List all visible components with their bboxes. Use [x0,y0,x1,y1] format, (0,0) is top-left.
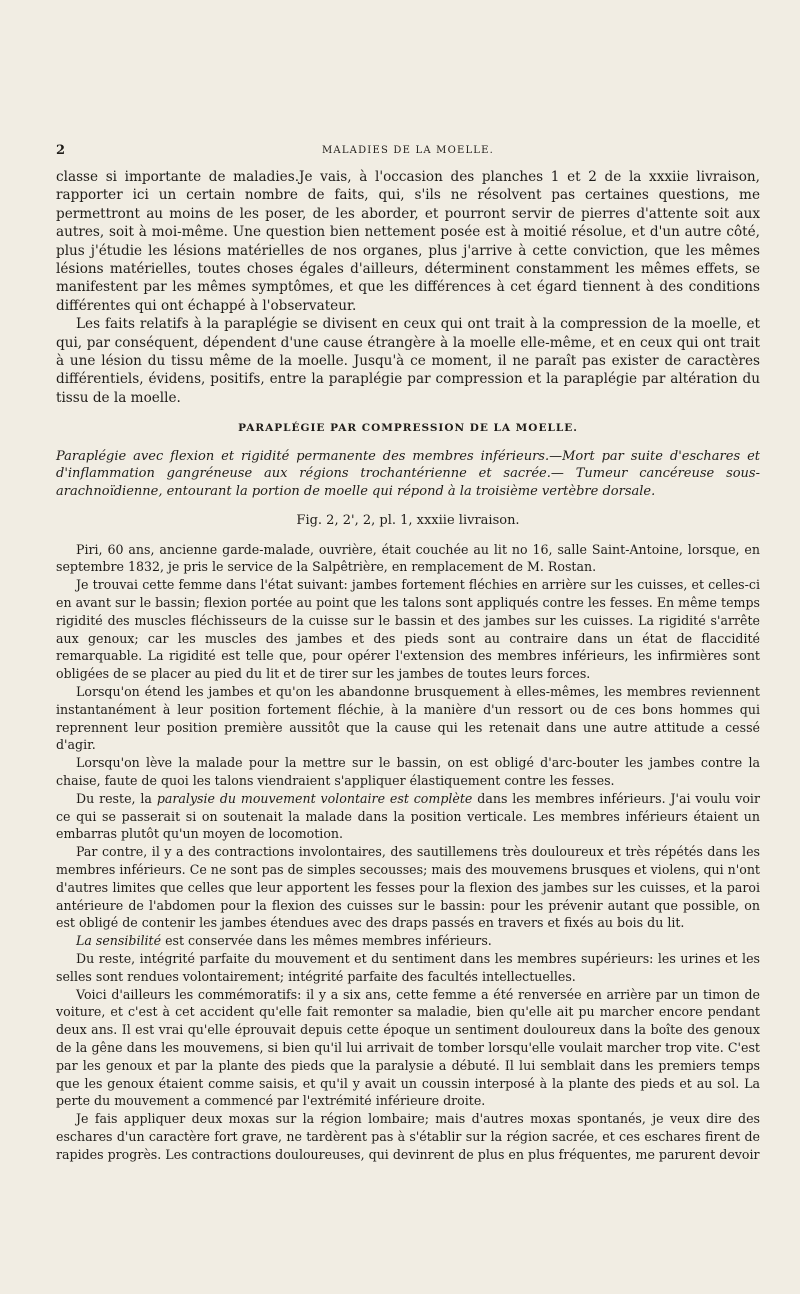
case-paragraph-5-end: dans les membres inférieurs. J'ai voulu voir ce qui se passerait si on soutenait la malade dans la position verticale. Les membres inférieurs étaient un embarras plutôt qu'un moyen de locomotion. [56,790,760,842]
section-heading: PARAPLÉGIE PAR COMPRESSION DE LA MOELLE. [238,422,578,435]
page-number: 2 [56,143,66,158]
case-paragraph-7-end: est conservée dans les mêmes membres inférieurs. [161,933,492,949]
case-paragraph-5 [56,790,760,843]
case-paragraph-5-start: Du reste, la [76,790,157,806]
case-paragraph-4: Lorsqu'on lève la malade pour la mettre sur le bassin, on est obligé d'arc-bouter les jambes contre la chaise, faute de quoi les talons viendraient s'appliquer élastiquement contre les fesses. [56,755,760,788]
case-paragraph-9: Voici d'ailleurs les commémoratifs: il y a six ans, cette femme a été renversée en arrière par un timon de voiture, et c'est à cet accident qu'elle fait remonter sa maladie, bien qu'elle ait pu marcher encore pendant deux ans. Il est vrai qu'elle éprouvait depuis cette époque un sentiment douloureux dans la boîte des genoux de la gêne dans les mouvemens, si bien qu'il lui arrivait de tomber lorsqu'elle voulait marcher trop vite. C'est par les genoux et par la plante des pieds que la paralysie a débuté. Il lui semblait dans les premiers temps que les genoux étaient comme saisis, et qu'il y avait un coussin interposé à la plante des pieds et au sol. La perte du mouvement a commencé par l'extrémité inférieure droite. [56,986,760,1109]
figure-reference: Fig. 2, 2', 2, pl. 1, xxxiie livraison. [296,513,520,529]
page-body [56,168,760,1163]
case-paragraph-6: Par contre, il y a des contractions involontaires, des sautillemens très douloureux et très répétés dans les membres inférieurs. Ce ne sont pas de simples secousses; mais des mouvemens brusques et violens, qui n'ont d'autres limites que celles que leur apportent les fesses pour la flexion des jambes sur les cuisses, et la paroi antérieure de l'abdomen pour la flexion des cuisses sur le bassin: pour les prévenir autant que possible, on est obligé de contenir les jambes étendues avec des draps passés en travers et fixés au bois du lit. [56,844,760,931]
case-paragraph-8: Du reste, intégrité parfaite du mouvement et du sentiment dans les membres supérieurs: les urines et les selles sont rendues volontairement; intégrité parfaite des facultés intellectuelles. [56,950,760,984]
case-report [56,541,760,1164]
case-paragraph-2: Je trouvai cette femme dans l'état suivant: jambes fortement fléchies en arrière sur les cuisses, et celles-ci en avant sur le bassin; flexion portée au point que les talons sont appliqués contre les fesses. En même temps rigidité des muscles fléchisseurs de la cuisse sur le bassin et des jambes sur les cuisses. La rigidité s'arrête aux genoux; car les muscles des jambes et des pieds sont au contraire dans un état de flaccidité remarquable. La rigidité est telle que, pour opérer l'extension des membres inférieurs, les infirmières sont obligées de se placer au pied du lit et de tirer sur les jambes de toutes leurs forces. [56,577,760,682]
case-paragraph-10: Je fais appliquer deux moxas sur la région lombaire; mais d'autres moxas spontanés, je veux dire des eschares d'un caractère fort grave, ne tardèrent pas à s'établir sur la région sacrée, et ces eschares firent de rapides progrès. Les contractions douloureuses, qui devinrent de plus en plus fréquentes, me parurent devoir [56,1111,760,1162]
sensibility-emphasis: La sensibilité [76,933,162,949]
page-header [56,143,760,161]
intro-paragraph-2: Les faits relatifs à la paraplégie se divisent en ceux qui ont trait à la compression de la moelle, et qui, par conséquent, dépendent d'une cause étrangère à la moelle elle-même, et en ceux qui ont trait à une lésion du tissu même de la moelle. Jusqu'à ce moment, il ne paraît pas exister de caractères différentiels, évidens, positifs, entre la paraplégie par compression et la paraplégie par altération du tissu de la moelle. [56,316,760,406]
intro-paragraph-1: classe si importante de maladies.Je vais, à l'occasion des planches 1 et 2 de la xxxiie livraison, rapporter ici un certain nombre de faits, qui, s'ils ne résolvent pas certaines questions, me permettront au moins de les poser, de les aborder, et pourront servir de pierres d'attente soit aux autres, soit à moi-même. Une question bien nettement posée est à moitié résolue, et d'un autre côté, plus j'étudie les lésions matérielles de nos organes, plus j'arrive à cette conviction, que les mêmes lésions matérielles, toutes choses égales d'ailleurs, déterminent constamment les mêmes effets, se manifestent par les mêmes symptômes, et que les différences à cet égard tiennent à des conditions différentes qui ont échappé à l'observateur. [56,169,760,314]
case-paragraph-3: Lorsqu'on étend les jambes et qu'on les abandonne brusquement à elles-mêmes, les membres reviennent instantanément à leur position fortement fléchie, à la manière d'un ressort ou de ces bons hommes qui reprennent leur position première aussitôt que la cause qui les retenait dans une autre attitude a cessé d'agir. [56,683,760,753]
case-title: Paraplégie avec flexion et rigidité permanente des membres inférieurs.—Mort par suite d'eschares et d'inflammation gangréneuse aux régions trochantérienne et sacrée.— Tumeur cancéreuse sous-arachnoïdienne, entourant la portion de moelle qui répond à la troisième vertèbre dorsale. [56,448,760,499]
paralysis-emphasis: paralysie du mouvement volontaire est complète [156,790,473,806]
running-title: MALADIES DE LA MOELLE. [321,145,495,156]
case-paragraph-1: Piri, 60 ans, ancienne garde-malade, ouvrière, était couchée au lit no 16, salle Saint-Antoine, lorsque, en septembre 1832, je pris le service de la Salpêtrière, en remplacement de M. Rostan. [56,541,760,575]
case-paragraph-7 [56,932,760,950]
